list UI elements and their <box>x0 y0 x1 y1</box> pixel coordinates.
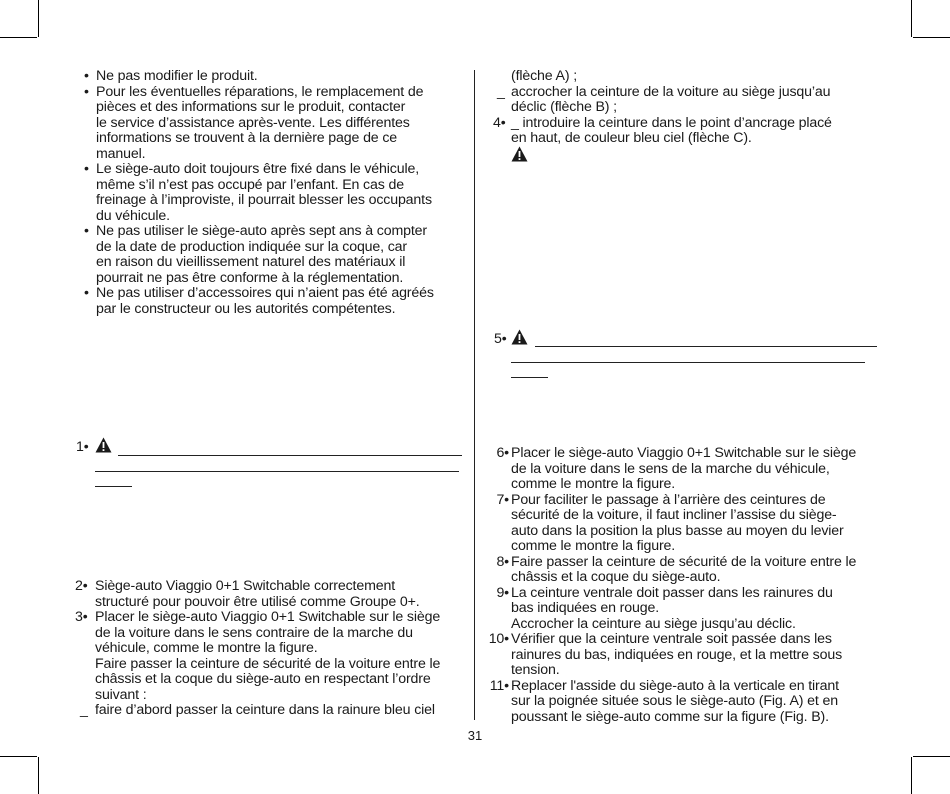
step-text: Accrocher la ceinture au siège jusqu’au déclic. <box>511 615 796 632</box>
step-text: suivant : <box>95 686 147 703</box>
step-text: déclic (flèche B) ; <box>511 99 617 115</box>
list-item <box>480 632 890 679</box>
step-text: accrocher la ceinture de la voiture au siège jusqu’au <box>511 83 831 100</box>
crop-mark <box>38 757 39 794</box>
step-5-number: 5• <box>494 331 507 347</box>
step-text: auto dans la position la plus basse au moyen du levier <box>511 522 844 539</box>
list-item <box>84 162 469 224</box>
bullet-text: Le siège-auto doit toujours être fixé dans le véhicule, <box>96 161 419 177</box>
bullet: • <box>84 161 89 177</box>
step-number: 6• <box>496 445 509 461</box>
bullet-text: manuel. <box>96 145 146 162</box>
step-text: de la voiture dans le sens de la marche du véhicule, <box>511 460 830 477</box>
crop-mark <box>911 0 912 37</box>
crop-mark <box>0 756 37 757</box>
warning-text-line <box>95 471 459 472</box>
list-item <box>70 703 470 719</box>
warning-text-line <box>511 377 548 378</box>
warning-icon <box>95 437 112 453</box>
crop-mark <box>913 756 950 757</box>
list-item <box>84 286 469 317</box>
step-text: sur la poignée située sous le siège-auto (Fig. A) et en <box>511 693 838 709</box>
right-top-text <box>490 69 890 147</box>
list-item <box>480 586 890 633</box>
step-text: poussant le siège-auto comme sur la figure (Fig. B). <box>511 708 829 725</box>
step-1-number: 1• <box>76 439 89 455</box>
list-item <box>84 224 469 286</box>
bullet-text: informations se trouvent à la dernière page de ce <box>96 130 398 146</box>
warning-text-line <box>95 486 132 487</box>
step-text: comme le montre la figure. <box>511 476 676 492</box>
step-number: 11• <box>489 677 509 694</box>
step-number: 9• <box>496 584 509 601</box>
bullet-text: le service d’assistance après-vente. Les différentes <box>96 114 410 131</box>
warning-text-line <box>118 455 462 456</box>
bullet-text: de la date de production indiquée sur la coque, car <box>96 238 408 255</box>
continuation-text: (flèche A) ; <box>511 68 578 84</box>
page-number: 31 <box>467 728 483 743</box>
bullet-text: freinage à l’improviste, il pourrait blesser les occupants <box>96 192 432 208</box>
bullet: • <box>84 68 89 84</box>
bullet-text: Pour les éventuelles réparations, le remplacement de <box>96 83 424 100</box>
step-number: 4• <box>493 114 506 131</box>
dash: _ <box>497 83 505 100</box>
list-item <box>480 446 890 493</box>
step-number: 7• <box>496 491 509 508</box>
bullet-text: en raison du vieillissement naturel des matériaux il <box>96 254 406 270</box>
step-text: Replacer l'asside du siège-auto à la verticale en tirant <box>511 677 839 694</box>
bullet-text: par le constructeur ou les autorités compétentes. <box>96 300 396 317</box>
step-text: comme le montre la figure. <box>511 538 676 554</box>
step-text: Siège-auto Viaggio 0+1 Switchable correctement <box>95 578 396 594</box>
step-number: 2• <box>75 578 88 594</box>
step-number: 8• <box>496 553 509 570</box>
column-divider <box>474 70 475 720</box>
dash: _ <box>80 702 88 718</box>
step-text: en haut, de couleur bleu ciel (flèche C). <box>511 130 752 146</box>
step-text: structuré pour pouvoir être utilisé comme Groupe 0+. <box>95 593 420 610</box>
bullet-text: du véhicule. <box>96 207 170 224</box>
bullet-text: Ne pas utiliser d’accessoires qui n’aient pas été agréés <box>96 285 434 301</box>
step-text: La ceinture ventrale doit passer dans les rainures du <box>511 584 833 601</box>
step-text: Placer le siège-auto Viaggio 0+1 Switchable sur le siège <box>511 445 857 461</box>
list-item <box>480 555 890 586</box>
list-item <box>84 69 469 85</box>
step-text: faire d’abord passer la ceinture dans la rainure bleu ciel <box>95 702 435 718</box>
list-item <box>84 85 469 163</box>
step-text: véhicule, comme le montre la figure. <box>95 640 318 656</box>
bullet-text: Ne pas modifier le produit. <box>96 68 258 84</box>
left-steps <box>70 579 470 719</box>
step-text: de la voiture dans le sens contraire de la marche du <box>95 624 413 641</box>
list-item <box>480 679 890 726</box>
step-text: sécurité de la voiture, il faut incliner l’assise du siège- <box>511 507 837 523</box>
step-text: Faire passer la ceinture de sécurité de la voiture entre le <box>95 655 441 672</box>
step-text: _ introduire la ceinture dans le point d’ancrage placé <box>511 114 832 131</box>
bullet-text: Ne pas utiliser le siège-auto après sept ans à compter <box>96 223 428 239</box>
list-item <box>480 493 890 555</box>
step-text: rainures du bas, indiquées en rouge, et la mettre sous <box>511 646 843 663</box>
crop-mark <box>913 37 950 38</box>
step-text: bas indiquées en rouge. <box>511 600 659 616</box>
step-text: Placer le siège-auto Viaggio 0+1 Switchable sur le siège <box>95 609 441 625</box>
warning-icon <box>511 146 528 162</box>
step-text: châssis et la coque du siège-auto en respectant l’ordre <box>95 671 431 687</box>
step-number: 10• <box>488 631 509 647</box>
step-text: châssis et la coque du siège-auto. <box>511 569 721 585</box>
right-steps <box>480 446 890 725</box>
step-text: Vérifier que la ceinture ventrale soit passée dans les <box>511 631 832 647</box>
warning-text-line <box>535 346 877 347</box>
step-text: tension. <box>511 662 560 678</box>
bullet-text: pourrait ne pas être conforme à la réglementation. <box>96 269 404 286</box>
crop-mark <box>38 0 39 37</box>
list-item <box>70 579 470 610</box>
list-item <box>490 116 890 147</box>
step-number: 3• <box>75 609 88 625</box>
list-item <box>70 610 470 703</box>
step-text: Pour faciliter le passage à l’arrière des ceintures de <box>511 491 826 508</box>
bullet: • <box>84 223 89 239</box>
crop-mark <box>0 37 37 38</box>
warning-text-line <box>511 362 865 363</box>
bullet: • <box>84 285 89 301</box>
bullet-text: pièces et des informations sur le produit, contacter <box>96 99 406 115</box>
list-item <box>490 85 890 116</box>
step-text: Faire passer la ceinture de sécurité de la voiture entre le <box>511 553 857 570</box>
left-bullet-list <box>84 69 469 317</box>
crop-mark <box>911 757 912 794</box>
warning-icon <box>511 329 528 345</box>
bullet-text: même s’il n’est pas occupé par l’enfant. En cas de <box>96 176 404 193</box>
bullet: • <box>84 83 89 100</box>
